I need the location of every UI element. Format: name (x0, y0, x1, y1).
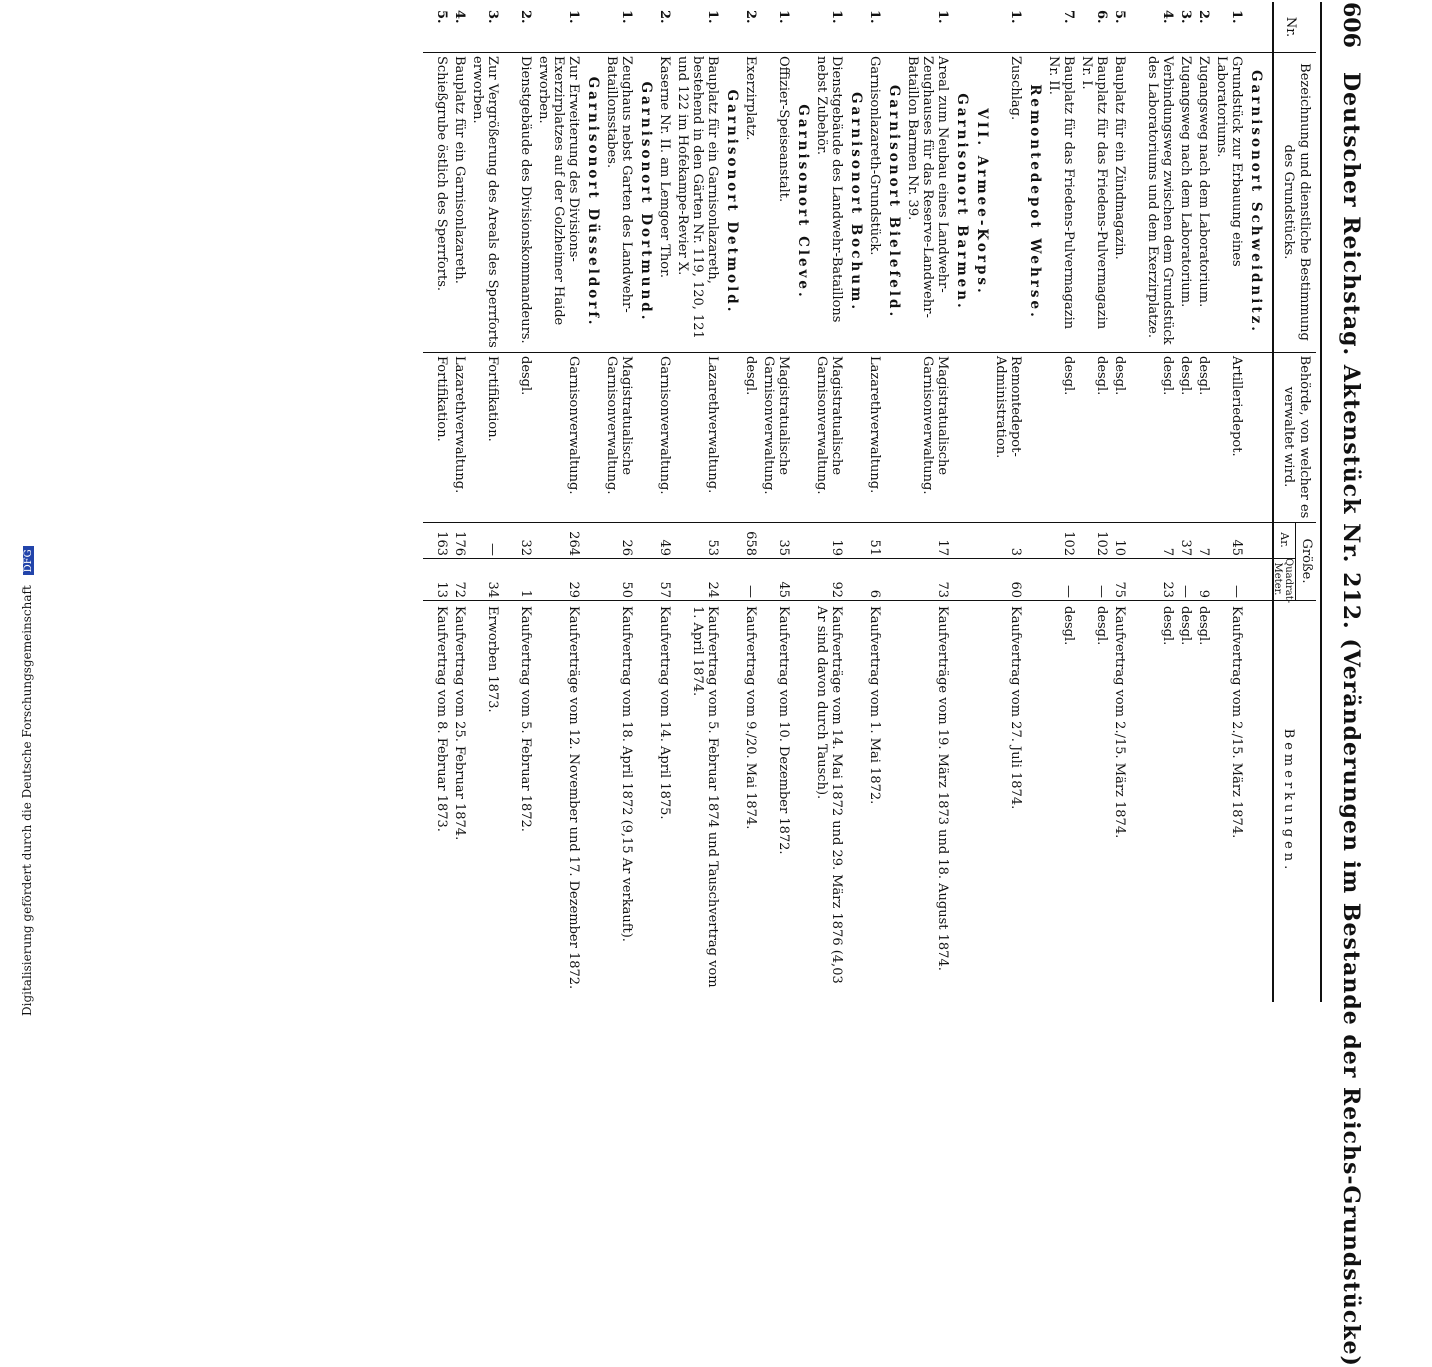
row-remark: Kaufvertrag vom 5. Februar 1872. (518, 606, 533, 832)
row-authority: desgl. (1160, 356, 1175, 396)
row-number: 6. (1094, 10, 1109, 24)
row-number: 5. (434, 10, 449, 24)
row-number: 3. (485, 10, 500, 24)
row-authority: desgl. (518, 356, 533, 396)
header-designation: Bezeichnung und dienstliche Bestimmung des Grundstücks. (1281, 63, 1312, 341)
row-designation: Zuschlag. (1008, 56, 1023, 121)
row-authority: desgl. (743, 356, 758, 396)
row-size-ar: 45 (1229, 539, 1244, 556)
row-number: 1. (867, 10, 882, 24)
row-designation: Schießgrube östlich des Sperrforts. (434, 56, 449, 292)
column-divider (423, 352, 1316, 353)
header-size: Größe. (1299, 538, 1314, 584)
row-authority: desgl. (1196, 356, 1211, 396)
row-size-ar: 658 (743, 531, 758, 556)
row-remark: Kaufvertrag vom 1. Mai 1872. (867, 606, 882, 805)
header-nr: Nr. (1283, 16, 1298, 38)
row-size-qm: — (743, 585, 758, 598)
row-authority: Artilleriedepot. (1229, 356, 1244, 457)
row-designation: Bauplatz für das Friedens-Pulvermagazin Nr. II. (1046, 56, 1076, 330)
row-authority: desgl. (1112, 356, 1127, 396)
row-designation: Zugangsweg nach dem Laboratorium. (1196, 56, 1211, 308)
page-number: 606 (1338, 2, 1364, 48)
row-authority: desgl. (1061, 356, 1076, 396)
row-size-qm: — (1178, 585, 1193, 598)
row-size-ar: 35 (776, 539, 791, 556)
row-size-ar: 19 (829, 539, 844, 556)
row-size-ar: 53 (705, 539, 720, 556)
row-designation: Zugangsweg nach dem Laboratorium. (1178, 56, 1193, 308)
row-number: 5. (1112, 10, 1127, 24)
row-remark: Erworben 1873. (485, 606, 500, 713)
row-authority: desgl. (1094, 356, 1109, 396)
size-subrule (1295, 522, 1296, 600)
page-header (1328, 2, 1368, 1367)
row-remark: Kaufvertrag vom 9./20. Mai 1874. (743, 606, 758, 830)
row-number: 4. (452, 10, 467, 24)
row-size-ar: 102 (1094, 531, 1109, 556)
section-heading: Garnisonort Bielefeld. (886, 84, 902, 320)
row-size-qm: 92 (829, 581, 844, 598)
row-size-ar: 3 (1008, 547, 1023, 556)
row-authority: Fortifikation. (434, 356, 449, 442)
row-number: 2. (1196, 10, 1211, 24)
row-size-qm: 13 (434, 581, 449, 598)
header-remarks: Bemerkungen. (1281, 728, 1296, 874)
row-authority: desgl. (1178, 356, 1193, 396)
page-footer (20, 546, 34, 1016)
row-remark: Kaufvertrag vom 14. April 1875. (657, 606, 672, 820)
section-heading: Garnisonort Detmold. (724, 89, 740, 315)
row-number: 2. (518, 10, 533, 24)
dfg-logo: DFG (23, 546, 34, 575)
section-heading: Garnisonort Bochum. (848, 91, 864, 313)
row-authority: Garnisonverwaltung. (566, 356, 581, 495)
row-size-qm: 1 (518, 589, 533, 598)
row-size-qm: 24 (705, 581, 720, 598)
row-number: 1. (566, 10, 581, 24)
row-size-ar: 10 (1112, 539, 1127, 556)
row-remark: Kaufvertrag vom 5. Februar 1874 und Tauschvertrag vom 1. April 1874. (690, 606, 720, 988)
header-size-qm: Quadrat-Meter. (1272, 558, 1294, 604)
row-number: 4. (1160, 10, 1175, 24)
row-designation: Verbindungsweg zwischen dem Grundstück des Laboratoriums und dem Exerzirplatze. (1145, 56, 1175, 345)
row-remark: desgl. (1196, 606, 1211, 646)
row-authority: Magistratualische Garnisonverwaltung. (604, 356, 634, 495)
row-remark: desgl. (1061, 606, 1076, 646)
row-size-ar: 49 (657, 539, 672, 556)
row-authority: Magistratualische Garnisonverwaltung. (761, 356, 791, 495)
header-authority: Behörde, von welcher es verwaltet wird. (1281, 355, 1312, 519)
row-number: 1. (829, 10, 844, 24)
row-size-qm: 6 (867, 589, 882, 598)
row-authority: Magistratualische Garnisonverwaltung. (920, 356, 950, 495)
row-size-qm: 60 (1008, 581, 1023, 598)
row-remark: Kaufvertrag vom 2./15. März 1874. (1112, 606, 1127, 839)
row-size-qm: — (1094, 585, 1109, 598)
column-divider (423, 522, 1316, 523)
row-size-qm: 45 (776, 581, 791, 598)
row-size-ar: 17 (935, 539, 950, 556)
row-number: 2. (743, 10, 758, 24)
row-designation: Zur Vergrößerung des Areals des Sperrforts erworben. (470, 56, 500, 348)
row-number: 7. (1061, 10, 1076, 24)
row-size-ar: 51 (867, 539, 882, 556)
header-rule-top (1320, 2, 1322, 1002)
row-designation: Bauplatz für ein Garnisonlazareth. (452, 56, 467, 284)
row-size-ar: 102 (1061, 531, 1076, 556)
row-designation: Areal zum Neubau eines Landwehr-Zeughauses für das Reserve-Landwehr-Bataillon Barmen Nr. 39. (905, 56, 950, 318)
row-remark: Kaufvertrag vom 27. Juli 1874. (1008, 606, 1023, 810)
section-heading: Garnisonort Dortmund. (638, 81, 654, 323)
row-authority: Magistratualische Garnisonverwaltung. (814, 356, 844, 495)
row-number: 1. (619, 10, 634, 24)
row-number: 1. (1229, 10, 1244, 24)
row-number: 2. (657, 10, 672, 24)
row-size-qm: 75 (1112, 581, 1127, 598)
row-remark: Kaufverträge vom 14. Mai 1872 und 29. März 1876 (4,03 Ar sind davon durch Tausch). (814, 606, 844, 984)
row-remark: Kaufverträge vom 12. November und 17. Dezember 1872. (566, 606, 581, 990)
row-remark: Kaufvertrag vom 25. Februar 1874. (452, 606, 467, 841)
row-authority: Lazarethverwaltung. (867, 356, 882, 494)
row-designation: Bauplatz für ein Zündmagazin. (1112, 56, 1127, 260)
row-size-qm: 34 (485, 581, 500, 598)
row-size-ar: 163 (434, 531, 449, 556)
row-designation: Bauplatz für das Friedens-Pulvermagazin Nr. I. (1079, 56, 1109, 330)
row-designation: Zur Erweiterung des Divisions-Exerzirplatzes auf der Golzheimer Haide erworben. (536, 56, 581, 326)
rotated-page (188, 2, 1388, 1367)
row-size-ar: 26 (619, 539, 634, 556)
row-authority: Garnisonverwaltung. (657, 356, 672, 495)
row-number: 3. (1178, 10, 1193, 24)
row-size-qm: 50 (619, 581, 634, 598)
row-size-ar: 37 (1178, 539, 1193, 556)
row-authority: Remontedepot-Administration. (993, 356, 1023, 459)
row-remark: Kaufvertrag vom 8. Februar 1873. (434, 606, 449, 832)
row-size-qm: 73 (935, 581, 950, 598)
column-divider (423, 52, 1316, 53)
row-designation: Dienstgebäude des Landwehr-Bataillons nebst Zubehör. (814, 56, 844, 323)
row-remark: Kaufvertrag vom 10. Dezember 1872. (776, 606, 791, 855)
row-size-qm: 23 (1160, 581, 1175, 598)
column-divider (423, 558, 1296, 559)
footer-text: Digitalisierung gefördert durch die Deutsche Forschungsgemeinschaft (20, 585, 34, 1016)
header-rule-bottom (1272, 2, 1274, 1002)
row-designation: Offizier-Speiseanstalt. (776, 56, 791, 203)
row-size-ar: 7 (1160, 547, 1175, 556)
row-authority: Lazarethverwaltung. (705, 356, 720, 494)
row-designation: Zeughaus nebst Garten des Landwehr-Bataillonsstabes. (604, 56, 634, 313)
row-designation: Bauplatz für ein Garnisonlazareth, bestehend in den Gärten Nr. 119, 120, 121 und 122 im Hofekampe-Revier X. (675, 56, 720, 339)
row-designation: Dienstgebäude des Divisionskommandeurs. (518, 56, 533, 344)
row-size-qm: — (1061, 585, 1076, 598)
header-size-ar: Ar. (1278, 532, 1291, 548)
row-remark: Kaufverträge vom 19. März 1873 und 18. August 1874. (935, 606, 950, 971)
row-number: 1. (935, 10, 950, 24)
row-size-ar: 7 (1196, 547, 1211, 556)
row-remark: desgl. (1160, 606, 1175, 646)
section-heading: Garnisonort Düsseldorf. (585, 76, 601, 328)
row-remark: desgl. (1094, 606, 1109, 646)
row-size-ar: 176 (452, 531, 467, 556)
row-size-qm: 72 (452, 581, 467, 598)
row-authority: Fortifikation. (485, 356, 500, 442)
row-authority: Lazarethverwaltung. (452, 356, 467, 494)
row-remark: Kaufvertrag vom 18. April 1872 (9,15 Ar verkauft). (619, 606, 634, 942)
section-heading: Garnisonort Schweidnitz. (1248, 70, 1264, 334)
column-divider (423, 600, 1316, 601)
row-number: 1. (705, 10, 720, 24)
row-number: 1. (1008, 10, 1023, 24)
row-size-qm: 9 (1196, 589, 1211, 598)
row-remark: desgl. (1178, 606, 1193, 646)
row-designation: Exerzirplatz. (743, 56, 758, 141)
row-number: 1. (776, 10, 791, 24)
row-size-ar: — (485, 543, 500, 556)
row-size-ar: 264 (566, 531, 581, 556)
row-designation: Kaserne Nr. II. am Lemgoer Thor. (657, 56, 672, 279)
row-remark: Kaufvertrag vom 2./15. März 1874. (1229, 606, 1244, 839)
section-heading: Remontedepot Wehrse. (1027, 84, 1043, 320)
section-heading: Garnisonort Barmen. (954, 93, 970, 311)
page-title: Deutscher Reichstag. Aktenstück Nr. 212. (Veränderungen im Bestande der Reichs-Grundstücke) (1338, 72, 1364, 1367)
section-heading: Garnisonort Cleve. (795, 104, 811, 300)
row-size-qm: 57 (657, 581, 672, 598)
row-designation: Grundstück zur Erbauung eines Laboratoriums. (1214, 56, 1244, 267)
row-designation: Garnisonlazareth-Grundstück. (867, 56, 882, 256)
row-size-qm: — (1229, 585, 1244, 598)
section-heading: VII. Armee-Korps. (974, 108, 990, 296)
row-size-ar: 32 (518, 539, 533, 556)
row-size-qm: 29 (566, 581, 581, 598)
